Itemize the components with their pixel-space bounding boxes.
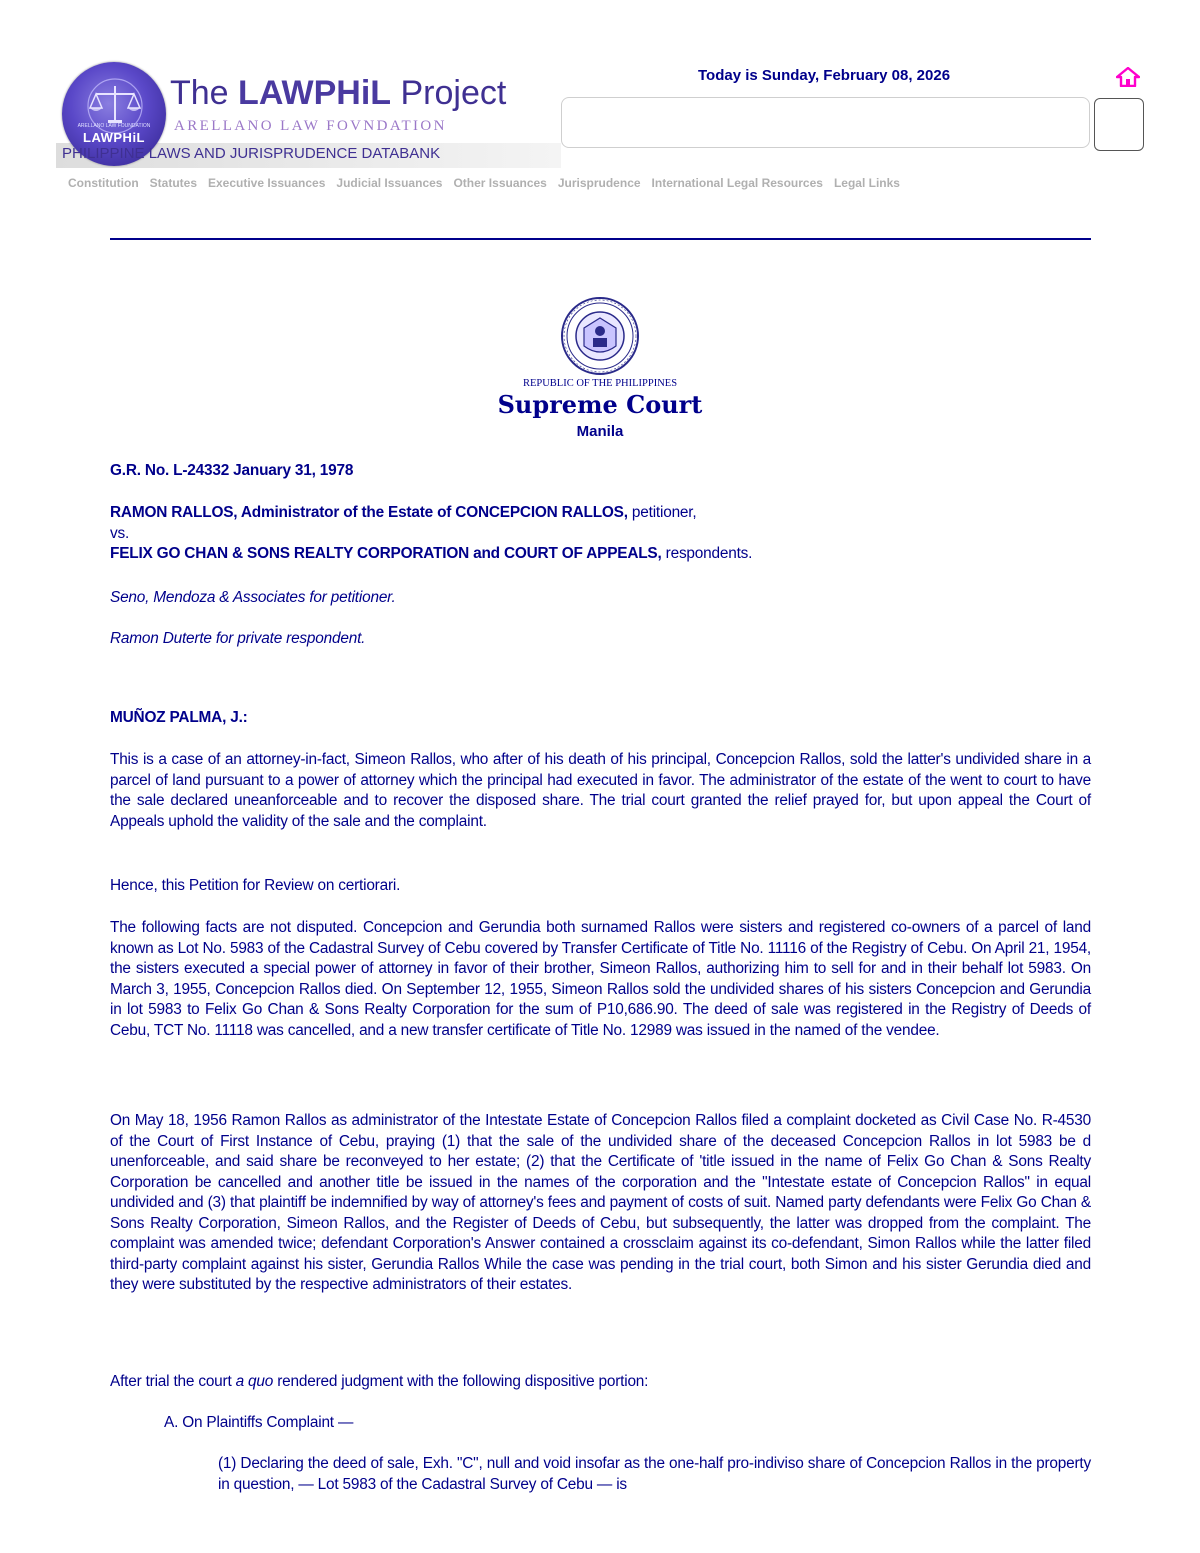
court-name: Supreme Court [497, 390, 703, 419]
nav-item-judicial-issuances[interactable]: Judicial Issuances [336, 176, 443, 190]
paragraph-5-start: After trial the court [110, 1373, 236, 1390]
respondent-role: respondents. [661, 545, 753, 562]
foundation-name: ARELLANO LAW FOVNDATION [174, 118, 447, 134]
dispositive-item-1: (1) Declaring the deed of sale, Exh. "C", null and void insofar as the one-half pro-indiviso share of Concepcion Rallos in the property in question, — Lot 5983 of the Cadastral Survey of Cebu — is [218, 1455, 1091, 1493]
header-divider [110, 238, 1091, 240]
republic-label: REPUBLIC OF THE PHILIPPINES [522, 378, 678, 389]
site-title-prefix: The [170, 74, 239, 112]
paragraph-1: This is a case of an attorney-in-fact, Simeon Rallos, who after of his death of his principal, Concepcion Rallos, sold the latter's undivided share in a parcel of land pursuant to a power of attorney which the principal had executed in favor. The administrator of the estate of the went to court to have the sale declared uneanforceable and to recover the disposed share. The trial court granted the relief prayed for, but upon appeal the Court of Appeals uphold the validity of the sale and the complaint. [110, 751, 1091, 830]
nav-item-other-issuances[interactable]: Other Issuances [453, 176, 547, 190]
counsel-respondent: Ramon Duterte for private respondent. [110, 630, 366, 647]
nav-item-executive-issuances[interactable]: Executive Issuances [208, 176, 326, 190]
ponente: MUÑOZ PALMA, J.: [110, 709, 248, 726]
dispositive-heading: A. On Plaintiffs Complaint — [164, 1414, 354, 1431]
paragraph-3: The following facts are not disputed. Concepcion and Gerundia both surnamed Rallos were sisters and registered co-owners of a parcel of land known as Lot No. 5983 of the Cadastral Survey of Cebu covered by Transfer Certificate of Title No. 11116 of the Registry of Cebu. On April 21, 1954, the sisters executed a special power of attorney in favor of their brother, Simeon Rallos, authorizing him to sell for and in their behalf lot 5983. On March 3, 1955, Concepcion Rallos died. On September 12, 1955, Simeon Rallos sold the undivided shares of his sisters Concepcion and Gerundia in lot 5983 to Felix Go Chan & Sons Realty Corporation for the sum of P10,686.90. The deed of sale was registered in the Registry of Deeds of Cebu, TCT No. 11118 was cancelled, and a new transfer certificate of Title No. 12989 was issued in the named of the vendee. [110, 919, 1091, 1039]
paragraph-4: On May 18, 1956 Ramon Rallos as administrator of the Intestate Estate of Concepcion Rallos filed a complaint docketed as Civil Case No. R-4530 of the Court of First Instance of Cebu, praying (1) that the sale of the undivided share of the deceased Concepcion Rallos in lot 5983 be d unenforceable, and said share be reconveyed to her estate; (2) that the Certificate of 'title issued in the name of Felix Go Chan & Sons Realty Corporation be cancelled and another title be issued in the names of the corporation and the "Intestate estate of Concepcion Rallos" in equal undivided and (3) that plaintiff be indemnified by way of attorney's fees and payment of costs of suit. Named party defendants were Felix Go Chan & Sons Realty Corporation, Simeon Rallos, and the Register of Deeds of Cebu, but subsequently, the latter was dropped from the complaint. The complaint was amended twice; defendant Corporation's Answer contained a crossclaim against its co-defendant, Simon Rallos while the latter filed third-party complaint against his sister, Gerundia Rallos While the case was pending in the trial court, both Simon and his sister Gerundia died and they were substituted by the respective administrators of their estates. [110, 1112, 1091, 1293]
case-parties [110, 503, 1091, 565]
site-title-suffix: Project [391, 74, 507, 112]
nav-item-statutes[interactable]: Statutes [149, 176, 197, 190]
nav-item-jurisprudence[interactable]: Jurisprudence [557, 176, 641, 190]
respondent-name: FELIX GO CHAN & SONS REALTY CORPORATION and COURT OF APPEALS, [110, 545, 662, 562]
petitioner-role: petitioner, [627, 504, 697, 521]
paragraph-2: Hence, this Petition for Review on certiorari. [110, 877, 401, 894]
logo-emblem-subtext: ARELLANO LAW FOUNDATION [77, 123, 151, 129]
main-nav [68, 176, 900, 190]
counsel-petitioner: Seno, Mendoza & Associates for petitioner. [110, 589, 396, 606]
paragraph-5-italic: a quo [235, 1373, 274, 1390]
petitioner-name: RAMON RALLOS, Administrator of the Estate of CONCEPCION RALLOS, [110, 504, 628, 521]
case-number: G.R. No. L-24332 January 31, 1978 [110, 462, 354, 479]
supreme-court-seal-icon [560, 296, 640, 376]
court-city: Manila [576, 423, 624, 440]
search-input[interactable] [561, 97, 1090, 148]
paragraph-5 [110, 1372, 1091, 1393]
site-title [170, 74, 506, 113]
paragraph-5-end: rendered judgment with the following dispositive portion: [273, 1373, 649, 1390]
databank-tagline: PHILIPPINE LAWS AND JURISPRUDENCE DATABANK [62, 145, 441, 162]
nav-item-constitution[interactable]: Constitution [68, 176, 139, 190]
versus-label: vs. [110, 524, 130, 542]
logo-emblem-text: LAWPHiL [83, 130, 145, 145]
today-date: Today is Sunday, February 08, 2026 [698, 67, 951, 84]
search-button[interactable] [1094, 98, 1144, 151]
home-icon[interactable] [1116, 67, 1140, 87]
nav-item-legal-links[interactable]: Legal Links [833, 176, 900, 190]
site-title-brand: LAWPHiL [238, 74, 392, 112]
nav-item-international-legal-resources[interactable]: International Legal Resources [651, 176, 823, 190]
